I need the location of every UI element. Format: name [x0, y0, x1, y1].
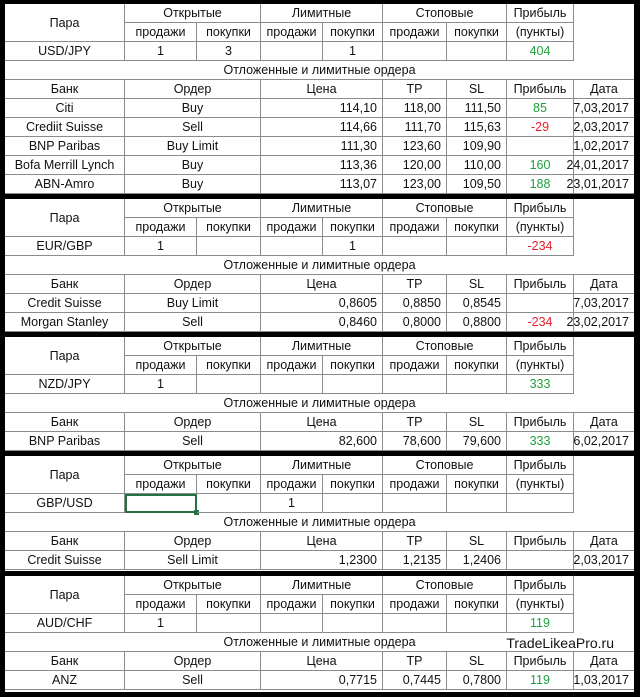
order-price[interactable]: 0,7715 [261, 671, 383, 690]
bank-column-header: Банк [5, 275, 125, 294]
order-column-header: Ордер [125, 532, 261, 551]
pair-values-row [5, 237, 634, 256]
currency-block-usd-jpy [5, 4, 634, 194]
order-price[interactable]: 114,10 [261, 99, 383, 118]
orders-header-row [5, 532, 634, 551]
tp-column-header: TP [383, 275, 447, 294]
take-profit[interactable]: 120,00 [383, 156, 447, 175]
group-header-row [5, 576, 634, 595]
orders-section-title: Отложенные и лимитные ордера [5, 61, 634, 80]
order-date[interactable]: 2,03,2017 [574, 551, 634, 570]
stop-buy-count[interactable] [447, 42, 507, 61]
sl-column-header: SL [447, 80, 507, 99]
orders-title-row [5, 61, 634, 80]
pair-name[interactable]: NZD/JPY [5, 375, 125, 394]
bank-column-header: Банк [5, 652, 125, 671]
stop-loss[interactable]: 110,00 [447, 156, 507, 175]
bank-name[interactable]: Credit Suisse [5, 551, 125, 570]
date-column-header: Дата [574, 80, 634, 99]
pair-header [5, 456, 634, 494]
stop-loss[interactable]: 115,63 [447, 118, 507, 137]
open-buy-count[interactable]: 3 [197, 42, 261, 61]
bank-name[interactable]: BNP Paribas [5, 137, 125, 156]
order-price[interactable]: 1,2300 [261, 551, 383, 570]
take-profit[interactable]: 118,00 [383, 99, 447, 118]
limit-orders-header: Лимитные [261, 456, 383, 475]
profit-header: Прибыль [507, 456, 574, 475]
order-row [5, 99, 634, 118]
orders-title-row [5, 394, 634, 413]
orders-header-row [5, 275, 634, 294]
orders-title-row [5, 513, 634, 532]
orders-section-title: Отложенные и лимитные ордера [5, 256, 634, 275]
limit-sell-subheader: продажи [261, 475, 323, 494]
orders-header-row [5, 652, 634, 671]
order-price[interactable]: 113,07 [261, 175, 383, 194]
stop-sell-count[interactable] [383, 614, 447, 633]
stop-sell-count[interactable] [383, 42, 447, 61]
stop-loss[interactable]: 0,8545 [447, 294, 507, 313]
open-sell-subheader: продажи [125, 23, 197, 42]
order-profit-points[interactable] [507, 137, 574, 156]
subheader-row [5, 475, 634, 494]
limit-sell-subheader: продажи [261, 23, 323, 42]
order-row [5, 294, 634, 313]
order-row [5, 175, 634, 194]
bank-name[interactable]: BNP Paribas [5, 432, 125, 451]
orders-section-title: Отложенные и лимитные ордера [5, 513, 634, 532]
order-type[interactable]: Buy [125, 99, 261, 118]
pair-column-header: Пара [5, 4, 125, 42]
order-type[interactable]: Sell [125, 313, 261, 332]
stop-loss[interactable]: 109,50 [447, 175, 507, 194]
pair-profit-points[interactable]: 404 [507, 42, 574, 61]
order-date[interactable]: 24,01,2017 [574, 156, 634, 175]
order-profit-points[interactable]: 85 [507, 99, 574, 118]
orders-header-row [5, 80, 634, 99]
profit-column-header: Прибыль [507, 413, 574, 432]
order-row [5, 313, 634, 332]
open-sell-subheader: продажи [125, 218, 197, 237]
order-profit-points[interactable]: 160 [507, 156, 574, 175]
stop-sell-count[interactable] [383, 494, 447, 513]
pair-header [5, 4, 634, 42]
open-buy-count[interactable] [197, 375, 261, 394]
stop-sell-count[interactable] [383, 375, 447, 394]
points-subheader: (пункты) [507, 356, 574, 375]
limit-buy-subheader: покупки [323, 23, 383, 42]
bank-name[interactable]: Citi [5, 99, 125, 118]
order-type[interactable]: Sell Limit [125, 551, 261, 570]
points-subheader: (пункты) [507, 23, 574, 42]
take-profit[interactable]: 0,8850 [383, 294, 447, 313]
points-subheader: (пункты) [507, 475, 574, 494]
profit-column-header: Прибыль [507, 80, 574, 99]
order-profit-points[interactable]: -29 [507, 118, 574, 137]
order-column-header: Ордер [125, 275, 261, 294]
stop-sell-count[interactable] [383, 237, 447, 256]
stop-sell-subheader: продажи [383, 218, 447, 237]
stop-buy-count[interactable] [447, 614, 507, 633]
limit-buy-count[interactable]: 1 [323, 42, 383, 61]
limit-sell-subheader: продажи [261, 356, 323, 375]
price-column-header: Цена [261, 532, 383, 551]
stop-sell-subheader: продажи [383, 475, 447, 494]
order-type[interactable]: Buy [125, 175, 261, 194]
order-date[interactable]: 7,03,2017 [574, 294, 634, 313]
profit-header: Прибыль [507, 576, 574, 595]
order-price[interactable]: 113,36 [261, 156, 383, 175]
take-profit[interactable]: 123,00 [383, 175, 447, 194]
pair-name[interactable]: AUD/CHF [5, 614, 125, 633]
bank-name[interactable]: ANZ [5, 671, 125, 690]
open-buy-subheader: покупки [197, 475, 261, 494]
price-column-header: Цена [261, 413, 383, 432]
take-profit[interactable]: 111,70 [383, 118, 447, 137]
stop-buy-subheader: покупки [447, 356, 507, 375]
stop-orders-header: Стоповые [383, 199, 507, 218]
limit-buy-subheader: покупки [323, 475, 383, 494]
pair-column-header: Пара [5, 576, 125, 614]
order-type[interactable]: Sell [125, 671, 261, 690]
order-type[interactable]: Sell [125, 432, 261, 451]
order-profit-points[interactable]: 333 [507, 432, 574, 451]
open-buy-count[interactable] [197, 614, 261, 633]
open-sell-count[interactable]: 1 [125, 375, 197, 394]
open-sell-count[interactable]: 1 [125, 237, 197, 256]
bank-column-header: Банк [5, 80, 125, 99]
group-header-row [5, 456, 634, 475]
profit-header: Прибыль [507, 4, 574, 23]
order-date[interactable]: 23,01,2017 [574, 175, 634, 194]
pair-profit-points[interactable] [507, 494, 574, 513]
open-sell-subheader: продажи [125, 356, 197, 375]
sl-column-header: SL [447, 275, 507, 294]
limit-buy-count[interactable] [323, 614, 383, 633]
tp-column-header: TP [383, 413, 447, 432]
order-date[interactable]: 1,03,2017 [574, 671, 634, 690]
order-row [5, 156, 634, 175]
limit-buy-subheader: покупки [323, 595, 383, 614]
orders-title-row [5, 633, 634, 652]
order-price[interactable]: 114,66 [261, 118, 383, 137]
order-column-header: Ордер [125, 80, 261, 99]
order-price[interactable]: 0,8460 [261, 313, 383, 332]
open-positions-header: Открытые [125, 337, 261, 356]
stop-buy-subheader: покупки [447, 595, 507, 614]
open-sell-count[interactable]: 1 [125, 42, 197, 61]
stop-orders-header: Стоповые [383, 4, 507, 23]
points-subheader: (пункты) [507, 218, 574, 237]
profit-header: Прибыль [507, 199, 574, 218]
order-type[interactable]: Sell [125, 118, 261, 137]
pair-values-row [5, 375, 634, 394]
pair-values-row [5, 494, 634, 513]
date-column-header: Дата [574, 413, 634, 432]
tp-column-header: TP [383, 80, 447, 99]
profit-column-header: Прибыль [507, 275, 574, 294]
limit-buy-subheader: покупки [323, 218, 383, 237]
order-profit-points[interactable] [507, 294, 574, 313]
bank-name[interactable]: Morgan Stanley [5, 313, 125, 332]
orders-section-title: Отложенные и лимитные ордера [5, 633, 634, 652]
take-profit[interactable]: 0,8000 [383, 313, 447, 332]
pair-values-row [5, 614, 634, 633]
orders-header-row [5, 413, 634, 432]
order-column-header: Ордер [125, 413, 261, 432]
limit-orders-header: Лимитные [261, 337, 383, 356]
take-profit[interactable]: 1,2135 [383, 551, 447, 570]
stop-buy-subheader: покупки [447, 218, 507, 237]
order-column-header: Ордер [125, 652, 261, 671]
open-buy-count[interactable] [197, 494, 261, 513]
limit-orders-header: Лимитные [261, 199, 383, 218]
stop-sell-subheader: продажи [383, 595, 447, 614]
stop-orders-header: Стоповые [383, 337, 507, 356]
open-positions-header: Открытые [125, 4, 261, 23]
limit-buy-count[interactable] [323, 375, 383, 394]
tp-column-header: TP [383, 532, 447, 551]
limit-sell-subheader: продажи [261, 218, 323, 237]
stop-sell-subheader: продажи [383, 356, 447, 375]
order-profit-points[interactable]: 119 [507, 671, 574, 690]
pair-values-row [5, 42, 634, 61]
profit-header: Прибыль [507, 337, 574, 356]
open-positions-header: Открытые [125, 199, 261, 218]
pair-name[interactable]: EUR/GBP [5, 237, 125, 256]
open-buy-count[interactable] [197, 237, 261, 256]
date-column-header: Дата [574, 652, 634, 671]
take-profit[interactable]: 78,600 [383, 432, 447, 451]
stop-buy-subheader: покупки [447, 475, 507, 494]
stop-loss[interactable]: 79,600 [447, 432, 507, 451]
stop-buy-count[interactable] [447, 494, 507, 513]
order-type[interactable]: Buy [125, 156, 261, 175]
currency-block-eur-gbp [5, 199, 634, 332]
sl-column-header: SL [447, 532, 507, 551]
limit-buy-count[interactable]: 1 [323, 237, 383, 256]
order-price[interactable]: 111,30 [261, 137, 383, 156]
stop-buy-count[interactable] [447, 237, 507, 256]
pair-header [5, 337, 634, 375]
stop-orders-header: Стоповые [383, 576, 507, 595]
pair-header [5, 576, 634, 614]
stop-buy-subheader: покупки [447, 23, 507, 42]
pair-column-header: Пара [5, 337, 125, 375]
order-type[interactable]: Buy Limit [125, 137, 261, 156]
limit-buy-count[interactable] [323, 494, 383, 513]
tp-column-header: TP [383, 652, 447, 671]
group-header-row [5, 4, 634, 23]
order-price[interactable]: 82,600 [261, 432, 383, 451]
pair-profit-points[interactable]: -234 [507, 237, 574, 256]
limit-sell-count[interactable] [261, 614, 323, 633]
order-date[interactable]: 6,02,2017 [574, 432, 634, 451]
points-subheader: (пункты) [507, 595, 574, 614]
group-header-row [5, 337, 634, 356]
order-row [5, 432, 634, 451]
orders-title-row [5, 256, 634, 275]
order-type[interactable]: Buy Limit [125, 294, 261, 313]
date-column-header: Дата [574, 275, 634, 294]
order-date[interactable]: 1,02,2017 [574, 137, 634, 156]
limit-sell-count[interactable] [261, 42, 323, 61]
order-row [5, 137, 634, 156]
bank-name[interactable]: Credit Suisse [5, 294, 125, 313]
open-sell-subheader: продажи [125, 475, 197, 494]
order-date[interactable]: 2,03,2017 [574, 118, 634, 137]
currency-block-gbp-usd [5, 456, 634, 571]
profit-column-header: Прибыль [507, 652, 574, 671]
limit-orders-header: Лимитные [261, 4, 383, 23]
currency-block-nzd-jpy [5, 337, 634, 451]
orders-section-title: Отложенные и лимитные ордера [5, 394, 634, 413]
pair-name[interactable]: GBP/USD [5, 494, 125, 513]
open-buy-subheader: покупки [197, 356, 261, 375]
limit-sell-subheader: продажи [261, 595, 323, 614]
order-profit-points[interactable]: -234 [507, 313, 574, 332]
subheader-row [5, 218, 634, 237]
stop-loss[interactable]: 1,2406 [447, 551, 507, 570]
stop-loss[interactable]: 0,7800 [447, 671, 507, 690]
price-column-header: Цена [261, 652, 383, 671]
stop-loss[interactable]: 111,50 [447, 99, 507, 118]
limit-sell-count[interactable] [261, 237, 323, 256]
pair-name[interactable]: USD/JPY [5, 42, 125, 61]
limit-orders-header: Лимитные [261, 576, 383, 595]
subheader-row [5, 595, 634, 614]
pair-profit-points[interactable]: 119 [507, 614, 574, 633]
take-profit[interactable]: 123,60 [383, 137, 447, 156]
stop-loss[interactable]: 0,8800 [447, 313, 507, 332]
limit-sell-count[interactable] [261, 375, 323, 394]
currency-block-aud-chf [5, 576, 634, 692]
bank-column-header: Банк [5, 413, 125, 432]
open-sell-count[interactable] [125, 494, 197, 513]
pair-profit-points[interactable]: 333 [507, 375, 574, 394]
subheader-row [5, 23, 634, 42]
take-profit[interactable]: 0,7445 [383, 671, 447, 690]
bank-column-header: Банк [5, 532, 125, 551]
stop-orders-header: Стоповые [383, 456, 507, 475]
watermark-text: TradeLikeaPro.ru [506, 635, 614, 651]
date-column-header: Дата [574, 532, 634, 551]
order-row [5, 118, 634, 137]
bank-name[interactable]: Bofa Merrill Lynch [5, 156, 125, 175]
open-sell-subheader: продажи [125, 595, 197, 614]
open-buy-subheader: покупки [197, 595, 261, 614]
order-date[interactable]: 23,02,2017 [574, 313, 634, 332]
sl-column-header: SL [447, 652, 507, 671]
bank-name[interactable]: Crediit Suisse [5, 118, 125, 137]
order-profit-points[interactable] [507, 551, 574, 570]
sl-column-header: SL [447, 413, 507, 432]
open-positions-header: Открытые [125, 456, 261, 475]
pair-column-header: Пара [5, 199, 125, 237]
profit-column-header: Прибыль [507, 532, 574, 551]
stop-sell-subheader: продажи [383, 23, 447, 42]
stop-loss[interactable]: 109,90 [447, 137, 507, 156]
limit-buy-subheader: покупки [323, 356, 383, 375]
order-price[interactable]: 0,8605 [261, 294, 383, 313]
order-profit-points[interactable]: 188 [507, 175, 574, 194]
bank-name[interactable]: ABN-Amro [5, 175, 125, 194]
order-date[interactable]: 7,03,2017 [574, 99, 634, 118]
price-column-header: Цена [261, 275, 383, 294]
limit-sell-count[interactable]: 1 [261, 494, 323, 513]
pair-header [5, 199, 634, 237]
open-buy-subheader: покупки [197, 23, 261, 42]
open-buy-subheader: покупки [197, 218, 261, 237]
pair-column-header: Пара [5, 456, 125, 494]
price-column-header: Цена [261, 80, 383, 99]
open-positions-header: Открытые [125, 576, 261, 595]
open-sell-count[interactable]: 1 [125, 614, 197, 633]
order-row [5, 671, 634, 690]
subheader-row [5, 356, 634, 375]
stop-buy-count[interactable] [447, 375, 507, 394]
group-header-row [5, 199, 634, 218]
order-row [5, 551, 634, 570]
